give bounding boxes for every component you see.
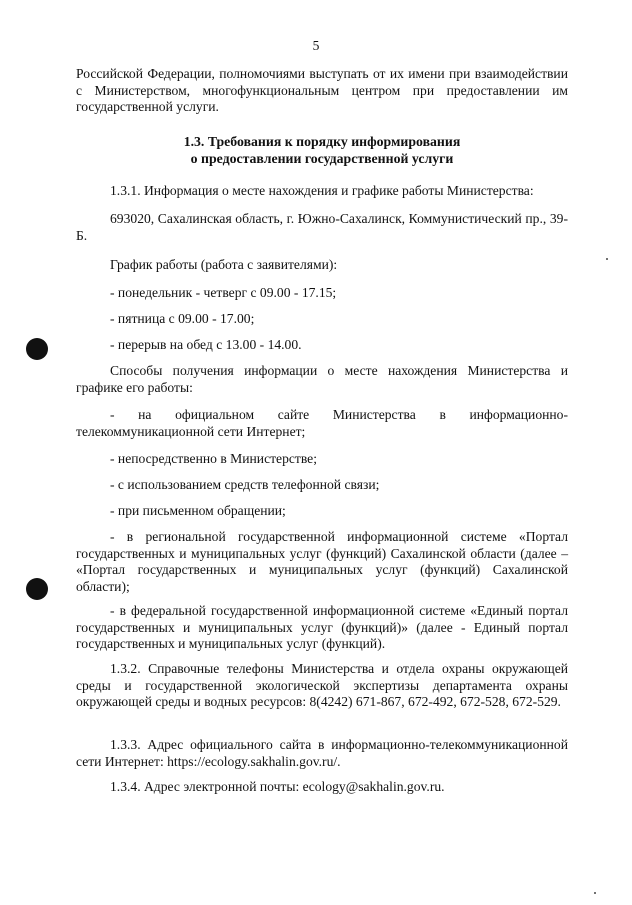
section-heading-line1: 1.3. Требования к порядку информирования <box>183 134 461 149</box>
paragraph-1-3-2: 1.3.2. Справочные телефоны Министерства и отдела охраны окружающей среды и государственной экологической экспертизы департамента охраны окружающей среды и водных ресурсов: 8(4242) 671-867, 672-492, 672-528, 672-529. <box>76 661 568 709</box>
paragraph-1-3-1: 1.3.1. Информация о месте нахождения и графике работы Министерства: <box>110 183 534 198</box>
method-official-site: - на официальном сайте Министерства в информационно-телекоммуникационной сети Интернет; <box>76 407 568 439</box>
punch-hole-bottom <box>26 578 48 600</box>
section-heading-line2: о предоставлении государственной услуги <box>190 151 454 166</box>
section-heading <box>76 133 568 167</box>
paragraph-1-3-4: 1.3.4. Адрес электронной почты: ecology@sakhalin.gov.ru. <box>110 779 445 794</box>
intro-paragraph: Российской Федерации, полномочиями выступать от их имени при взаимодействии с Министерством, многофункциональным центром при предоставлении им государственной услуги. <box>76 66 568 114</box>
punch-hole-top <box>26 338 48 360</box>
schedule-title: График работы (работа с заявителями): <box>110 257 338 272</box>
schedule-mon-thu: - понедельник - четверг с 09.00 - 17.15; <box>110 285 337 300</box>
methods-title: Способы получения информации о месте нахождения Министерства и графике его работы: <box>76 363 568 395</box>
scan-speck <box>594 892 596 894</box>
method-direct: - непосредственно в Министерстве; <box>110 451 317 466</box>
schedule-fri: - пятница с 09.00 - 17.00; <box>110 311 255 326</box>
schedule-lunch: - перерыв на обед с 13.00 - 14.00. <box>110 337 302 352</box>
address-paragraph: 693020, Сахалинская область, г. Южно-Сахалинск, Коммунистический пр., 39-Б. <box>76 211 568 243</box>
method-regional-portal: - в региональной государственной информационной системе «Портал государственных и муниципальных услуг (функций) Сахалинской области (далее – «Портал государственных и муниципальных услуг (функций) Сахалинской области); <box>76 529 568 594</box>
page-number: 5 <box>312 38 320 53</box>
method-written: - при письменном обращении; <box>110 503 286 518</box>
method-phone: - с использованием средств телефонной связи; <box>110 477 380 492</box>
scan-speck <box>606 258 608 260</box>
method-federal-portal: - в федеральной государственной информационной системе «Единый портал государственных и муниципальных услуг (функций)» (далее - Единый портал государственных и муниципальных услуг (функций). <box>76 603 568 651</box>
paragraph-1-3-3: 1.3.3. Адрес официального сайта в информационно-телекоммуникационной сети Интернет: https://ecology.sakhalin.gov.ru/. <box>76 737 568 769</box>
